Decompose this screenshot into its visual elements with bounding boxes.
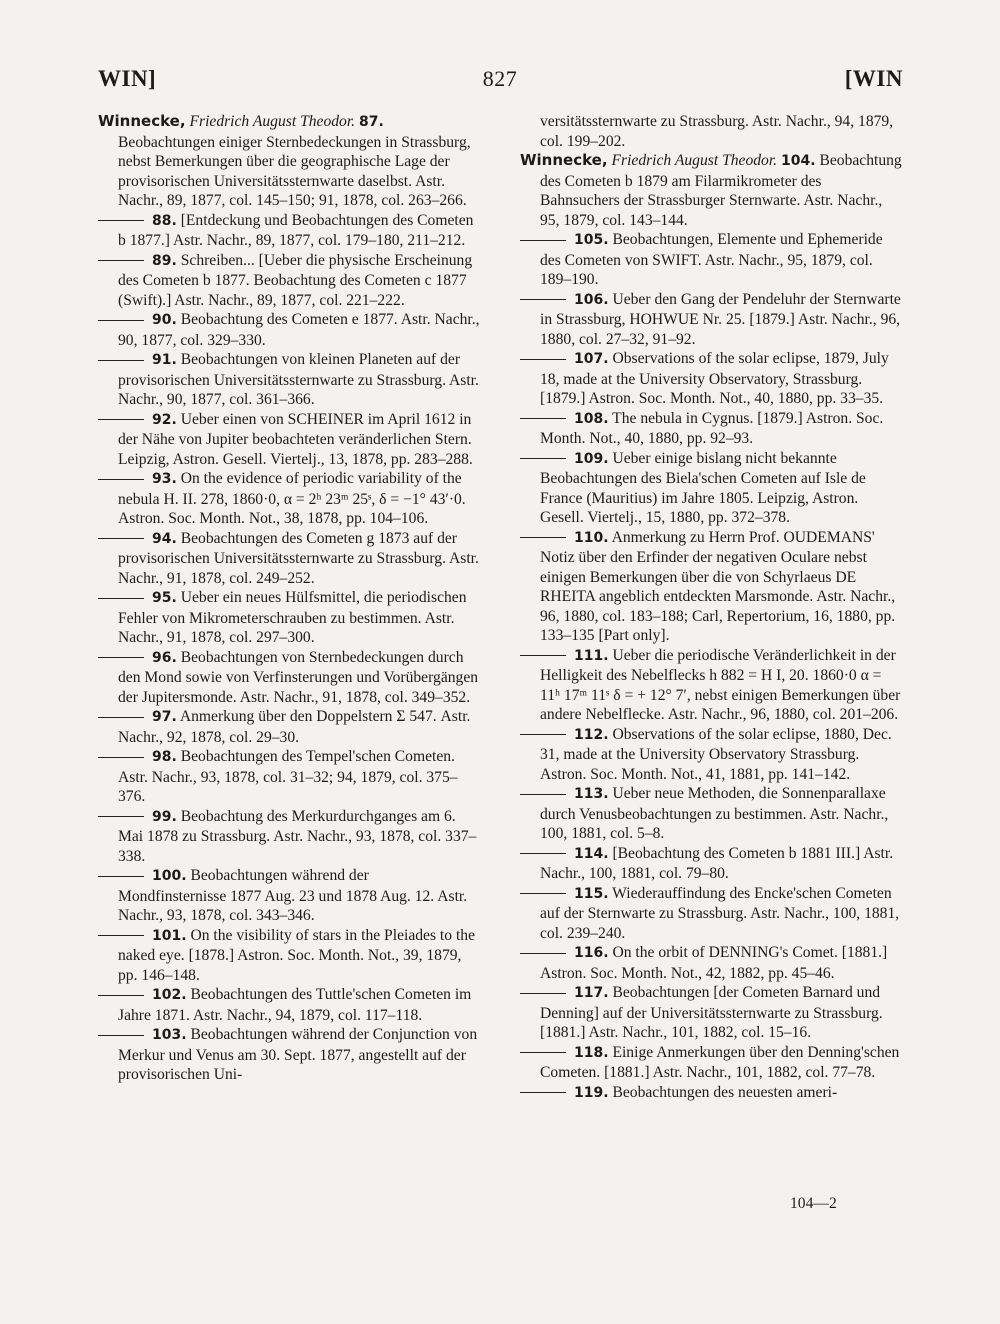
ditto-dash [98,1035,144,1036]
page-number: 827 [482,66,518,91]
entry-text: Beobachtungen des neuesten ameri- [612,1083,838,1101]
entry-text: On the orbit of DENNING's Comet. [1881.] Astron. Soc. Month. Not., 42, 1882, pp. 45–46. [540,944,888,982]
bibliography-entry [98,985,481,1025]
ditto-dash [98,479,144,480]
author-name: Winnecke, [520,151,608,169]
entry-text: Wiederauffindung des Encke'schen Cometen auf der Sternwarte zu Strassburg. Astr. Nachr., 100, 1881, col. 239–240. [540,884,900,942]
ditto-dash [98,538,144,539]
bibliography-entry [98,707,481,747]
ditto-dash [520,418,566,419]
bibliography-entry [98,469,481,529]
entry-text: Beobachtungen während der Conjunction von Merkur und Venus am 30. Sept. 1877, angestellt auf der provisorischen Uni- [118,1026,478,1083]
entry-number: 117. [574,985,609,1001]
entry-number: 93. [152,471,177,487]
ditto-dash [98,320,144,321]
entry-text: Beobachtungen [der Cometen Barnard und Denning] auf der Universitätssternwarte zu Strassburg. [1881.] Astr. Nachr., 101, 1882, col. 15–16. [540,984,883,1041]
entry-number: 110. [574,529,609,546]
bibliography-entry [98,211,481,251]
entry-text: [Beobachtung des Cometen b 1881 III.] Astr. Nachr., 100, 1881, col. 79–80. [540,844,894,882]
entry-text: Beobachtungen während der Mondfinsternisse 1877 Aug. 23 und 1878 Aug. 12. Astr. Nachr., 93, 1878, col. 343–346. [118,867,468,924]
ditto-dash [520,359,566,360]
left-column [98,112,481,1085]
entry-text: Beobachtungen des Tempel'schen Cometen. Astr. Nachr., 93, 1878, col. 31–32; 94, 1879, col. 375–376. [118,748,458,805]
entry-text: Beobachtungen des Cometen g 1873 auf der provisorischen Universitätssternwarte zu Strassburg. Astr. Nachr., 91, 1878, col. 249–252. [118,529,479,587]
ditto-dash [520,655,566,656]
bibliography-entry [98,807,481,867]
entry-number: 116. [574,945,609,961]
bibliography-entry [98,866,481,926]
running-head-left: WIN] [98,66,157,91]
bibliography-entry [98,1025,481,1085]
bibliography-entry [520,230,903,290]
bibliography-entry [520,409,903,449]
bibliography-entry [520,844,903,884]
ditto-dash [98,260,144,261]
entry-number: 114. [574,845,609,862]
ditto-dash [520,240,566,241]
ditto-dash [520,458,566,459]
ditto-dash [520,537,566,538]
entry-number: 103. [152,1027,187,1043]
ditto-dash [520,993,566,994]
ditto-dash [98,598,144,599]
ditto-dash [98,757,144,758]
entry-number: 112. [574,726,609,743]
entry-text: Ueber einige bislang nicht bekannte Beobachtungen des Biela'schen Cometen auf Isle de France (Mauritius) im Jahre 1805. Leipzig, Astron. Gesell. Viertelj., 15, 1880, pp. 372–378. [540,449,866,526]
entry-text: versitätssternwarte zu Strassburg. Astr. Nachr., 94, 1879, col. 199–202. [540,113,894,150]
entry-number: 108. [574,410,609,427]
entry-number: 113. [574,786,609,802]
entry-text: Schreiben... [Ueber die physische Erscheinung des Cometen b 1877. Beobachtung des Cometen c 1877 (Swift).] Astr. Nachr., 89, 1877, col. 221–222. [118,251,473,309]
entry-number: 89. [152,252,177,269]
ditto-dash [98,419,144,420]
ditto-dash [98,876,144,877]
entry-number: 105. [574,232,609,248]
entry-text: Ueber die periodische Veränderlichkeit in der Helligkeit des Nebelflecks h 882 = H I, 20. 1860·0 α = 11ʰ 17ᵐ 11ˢ δ = + 12° 7′, nebst einigen Bemerkungen über andere Nebelflecke. Astr. Nachr., 96, 1880, col. 201–206. [540,646,901,723]
entry-text: Beobachtungen von Sternbedeckungen durch den Mond sowie von Verfinsterungen und Vorübergängen der Jupitersmonde. Astr. Nachr., 91, 1878, col. 349–352. [118,648,479,706]
ditto-dash [520,794,566,795]
entry-text: Beobachtungen von kleinen Planeten auf der provisorischen Universitätssternwarte zu Strassburg. Astr. Nachr., 90, 1877, col. 361–366. [118,351,479,408]
entry-number: 87. [359,114,384,130]
entry-number: 100. [152,868,187,884]
ditto-dash [98,816,144,817]
bibliography-entry [520,784,903,844]
bibliography-entry [98,926,481,986]
ditto-dash [520,1092,566,1093]
bibliography-entry [98,310,481,350]
ditto-dash [98,935,144,936]
ditto-dash [520,299,566,300]
bibliography-entry [520,449,903,528]
bibliography-entry [98,410,481,470]
entry-number: 109. [574,450,609,467]
entry-text: Ueber ein neues Hülfsmittel, die periodischen Fehler von Mikrometerschrauben zu bestimmen. Astr. Nachr., 91, 1878, col. 297–300. [118,589,467,646]
bibliography-entry [520,112,903,151]
entry-number: 104. [781,153,816,169]
bibliography-entry [98,112,481,211]
ditto-dash [98,360,144,361]
entry-number: 119. [574,1084,609,1101]
bibliography-entry [520,646,903,725]
entry-number: 94. [152,530,177,547]
entry-text: Ueber den Gang der Pendeluhr der Sternwarte in Strassburg, HOHWUE Nr. 25. [1879.] Astr. Nachr., 96, 1880, col. 27–32, 91–92. [540,290,901,348]
entry-number: 88. [152,212,177,229]
entry-text: Anmerkung zu Herrn Prof. OUDEMANS' Notiz über den Erfinder der negativen Oculare nebst einigen Bemerkungen über die von Schyrlaeus DE RHEITA angeblich entdeckten Marsmonde. Astr. Nachr., 96, 1880, col. 183–188; Carl, Repertorium, 16, 1880, pp. 133–135 [Part only]. [540,528,896,644]
entry-number: 90. [152,312,177,328]
entry-text: Beobachtung des Cometen b 1879 am Filarmikrometer des Bahnsuchers der Strassburger Sternwarte. Astr. Nachr., 95, 1879, col. 143–144. [540,152,902,229]
entry-text: Ueber neue Methoden, die Sonnenparallaxe durch Venusbeobachtungen zu bestimmen. Astr. Nachr., 100, 1881, col. 5–8. [540,785,889,842]
entry-text: Beobachtung des Cometen e 1877. Astr. Nachr., 90, 1877, col. 329–330. [118,311,480,349]
ditto-dash [98,657,144,658]
entry-text: Beobachtung des Merkurdurchganges am 6. Mai 1878 zu Strassburg. Astr. Nachr., 93, 1878, col. 337–338. [118,807,477,865]
bibliography-entry [520,983,903,1043]
entry-number: 111. [574,647,609,664]
entry-text: On the evidence of periodic variability of the nebula H. II. 278, 1860·0, α = 2ʰ 23ᵐ 25ˢ, δ = −1° 43′·0. Astron. Soc. Month. Not., 38, 1878, pp. 104–106. [118,470,466,527]
bibliography-entry [520,349,903,409]
ditto-dash [98,717,144,718]
entry-text: On the visibility of stars in the Pleiades to the naked eye. [1878.] Astron. Soc. Month. Not., 39, 1879, pp. 146–148. [118,926,476,984]
entry-text: The nebula in Cygnus. [1879.] Astron. Soc. Month. Not., 40, 1880, pp. 92–93. [540,409,884,447]
bibliography-entry [98,350,481,410]
bibliography-entry [98,588,481,648]
author-given-names: Friedrich August Theodor. [189,113,356,130]
ditto-dash [520,734,566,735]
entry-number: 92. [152,411,177,428]
entry-text: [Entdeckung und Beobachtungen des Cometen b 1877.] Astr. Nachr., 89, 1877, col. 179–180, 211–212. [118,211,474,249]
entry-number: 99. [152,808,177,825]
entry-text: Observations of the solar eclipse, 1880, Dec. 31, made at the University Observatory Strassburg. Astron. Soc. Month. Not., 41, 1881, pp. 141–142. [540,725,892,783]
bibliography-entry [98,251,481,311]
bibliography-entry [520,943,903,983]
entry-number: 91. [152,352,177,368]
bibliography-entry [98,529,481,589]
bibliography-entry [520,884,903,944]
entry-text: Beobachtungen einiger Sternbedeckungen in Strassburg, nebst Bemerkungen über die geographische Lage der provisorischen Universitätssternwarte daselbst. Astr. Nachr., 89, 1877, col. 145–150; 91, 1878, col. 263–266. [118,133,471,209]
ditto-dash [520,853,566,854]
entry-text: Beobachtungen, Elemente und Ephemeride des Cometen von SWIFT. Astr. Nachr., 95, 1879, col. 189–190. [540,231,883,288]
bibliography-entry [520,725,903,785]
entry-number: 107. [574,351,609,367]
bibliography-entry [520,290,903,350]
author-given-names: Friedrich August Theodor. [611,152,778,169]
signature-mark: 104—2 [790,1195,837,1212]
entry-number: 98. [152,749,177,765]
ditto-dash [520,893,566,894]
entry-number: 106. [574,291,609,308]
ditto-dash [98,220,144,221]
ditto-dash [98,995,144,996]
running-head-right: [WIN [844,66,903,91]
entry-number: 101. [152,927,187,944]
entry-number: 95. [152,590,177,606]
bibliography-entry [520,528,903,646]
entry-number: 118. [574,1044,609,1061]
ditto-dash [520,953,566,954]
bibliography-entry [98,747,481,807]
entry-text: Observations of the solar eclipse, 1879, July 18, made at the University Observatory, Strassburg. [1879.] Astron. Soc. Month. Not., 40, 1880, pp. 33–35. [540,350,889,407]
bibliography-entry [520,1083,903,1104]
right-column [520,112,903,1103]
bibliography-entry [520,1043,903,1083]
entry-number: 97. [152,709,177,725]
entry-text: Beobachtungen des Tuttle'schen Cometen im Jahre 1871. Astr. Nachr., 94, 1879, col. 117–118. [118,986,472,1024]
entry-number: 115. [574,885,609,902]
entry-text: Anmerkung über den Doppelstern Σ 547. Astr. Nachr., 92, 1878, col. 29–30. [118,708,471,746]
author-name: Winnecke, [98,112,186,130]
bibliography-entry [98,648,481,708]
ditto-dash [520,1052,566,1053]
entry-text: Einige Anmerkungen über den Denning'schen Cometen. [1881.] Astr. Nachr., 101, 1882, col. 77–78. [540,1043,900,1081]
bibliography-entry [520,151,903,230]
entry-text: Ueber einen von SCHEINER im April 1612 in der Nähe von Jupiter beobachteten veränderlichen Stern. Leipzig, Astron. Gesell. Viertelj., 13, 1878, pp. 283–288. [118,410,473,468]
entry-number: 102. [152,987,187,1003]
entry-number: 96. [152,649,177,666]
